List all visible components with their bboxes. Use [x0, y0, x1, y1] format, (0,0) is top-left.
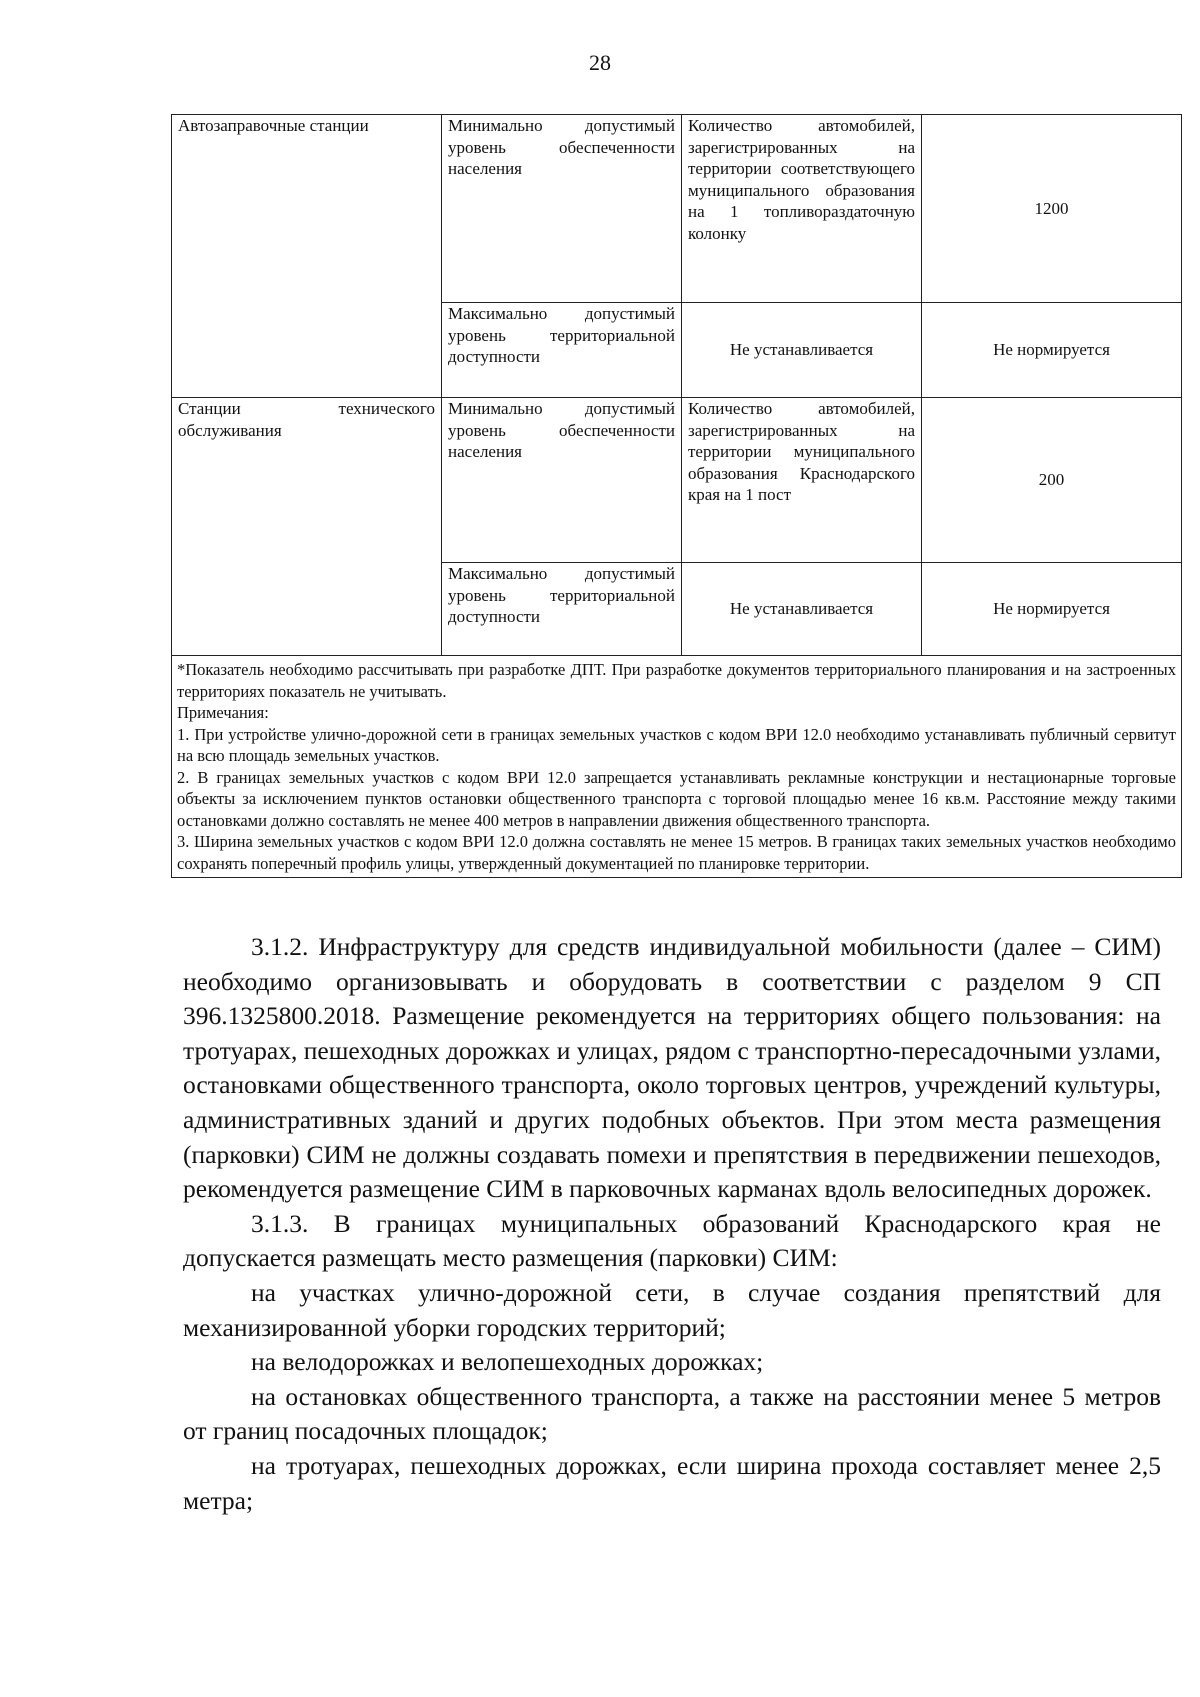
unit-cell: Количество автомобилей, зарегистрированных на территории муниципального образования Краснодарского края на 1 пост — [682, 398, 922, 563]
category-word: технического — [338, 399, 435, 418]
list-item: на тротуарах, пешеходных дорожках, если ширина прохода составляет менее 2,5 метра; — [183, 1450, 1161, 1515]
body-text — [183, 930, 1161, 1518]
note-item: 1. При устройстве улично-дорожной сети в границах земельных участков с кодом ВРИ 12.0 необходимо устанавливать публичный сервитут на всю площадь земельных участков. — [177, 724, 1176, 765]
value-cell: Не нормируется — [922, 563, 1182, 656]
notes-cell — [172, 656, 1182, 878]
category-word: Станции — [178, 399, 241, 418]
paragraph: 3.1.2. Инфраструктуру для средств индивидуальной мобильности (далее – СИМ) необходимо организовывать и оборудовать в соответствии с разделом 9 СП 396.1325800.2018. Размещение рекомендуется на территориях общего пользования: на тротуарах, пешеходных дорожках и улицах, рядом с транспортно-пересадочными узлами, остановками общественного транспорта, около торговых центров, учреждений культуры, административных зданий и других подобных объектов. При этом места размещения (парковки) СИМ не должны создавать помехи и препятствия в передвижении пешеходов, рекомендуется размещение СИМ в парковочных карманах вдоль велосипедных дорожек. — [183, 932, 1161, 1204]
notes-row — [172, 656, 1182, 878]
note-item: 2. В границах земельных участков с кодом ВРИ 12.0 запрещается устанавливать рекламные конструкции и нестационарные торговые объекты за исключением пунктов остановки общественного транспорта с торговой площадью менее 16 кв.м. Расстояние между такими остановками должно составлять не менее 400 метров в направлении движения общественного транспорта. — [177, 767, 1176, 830]
paragraph: 3.1.3. В границах муниципальных образований Краснодарского края не допускается размещать место размещения (парковки) СИМ: — [183, 1208, 1161, 1273]
note-item: 3. Ширина земельных участков с кодом ВРИ 12.0 должна составлять не менее 15 метров. В границах таких земельных участков необходимо сохранять поперечный профиль улицы, утвержденный документацией по планировке территории. — [177, 832, 1176, 873]
unit-cell: Количество автомобилей, зарегистрированных на территории соответствующего муниципального образования на 1 топливораздаточную колонку — [682, 115, 922, 303]
notes-heading: Примечания: — [177, 703, 269, 722]
value-cell: Не нормируется — [922, 303, 1182, 398]
list-item: на участках улично-дорожной сети, в случае создания препятствий для механизированной уборки городских территорий; — [183, 1277, 1161, 1342]
category-cell — [172, 398, 442, 656]
indicator-cell: Максимально допустимый уровень территориальной доступности — [442, 303, 682, 398]
norms-table — [171, 114, 1182, 878]
indicator-cell: Минимально допустимый уровень обеспеченности населения — [442, 398, 682, 563]
table-row — [172, 398, 1182, 563]
footnote: *Показатель необходимо рассчитывать при разработке ДПТ. При разработке документов территориального планирования и на застроенных территориях показатель не учитывать. — [177, 660, 1176, 701]
page-number: 28 — [589, 50, 611, 75]
unit-cell: Не устанавливается — [682, 563, 922, 656]
unit-cell: Не устанавливается — [682, 303, 922, 398]
list-item: на велодорожках и велопешеходных дорожках; — [251, 1347, 764, 1377]
value-cell: 200 — [922, 398, 1182, 563]
indicator-cell: Максимально допустимый уровень территориальной доступности — [442, 563, 682, 656]
category-cell: Автозаправочные станции — [172, 115, 442, 398]
table-row — [172, 115, 1182, 303]
list-item: на остановках общественного транспорта, а также на расстоянии менее 5 метров от границ посадочных площадок; — [183, 1381, 1161, 1446]
value-cell: 1200 — [922, 115, 1182, 303]
indicator-cell: Минимально допустимый уровень обеспеченности населения — [442, 115, 682, 303]
category-word: обслуживания — [178, 420, 282, 440]
